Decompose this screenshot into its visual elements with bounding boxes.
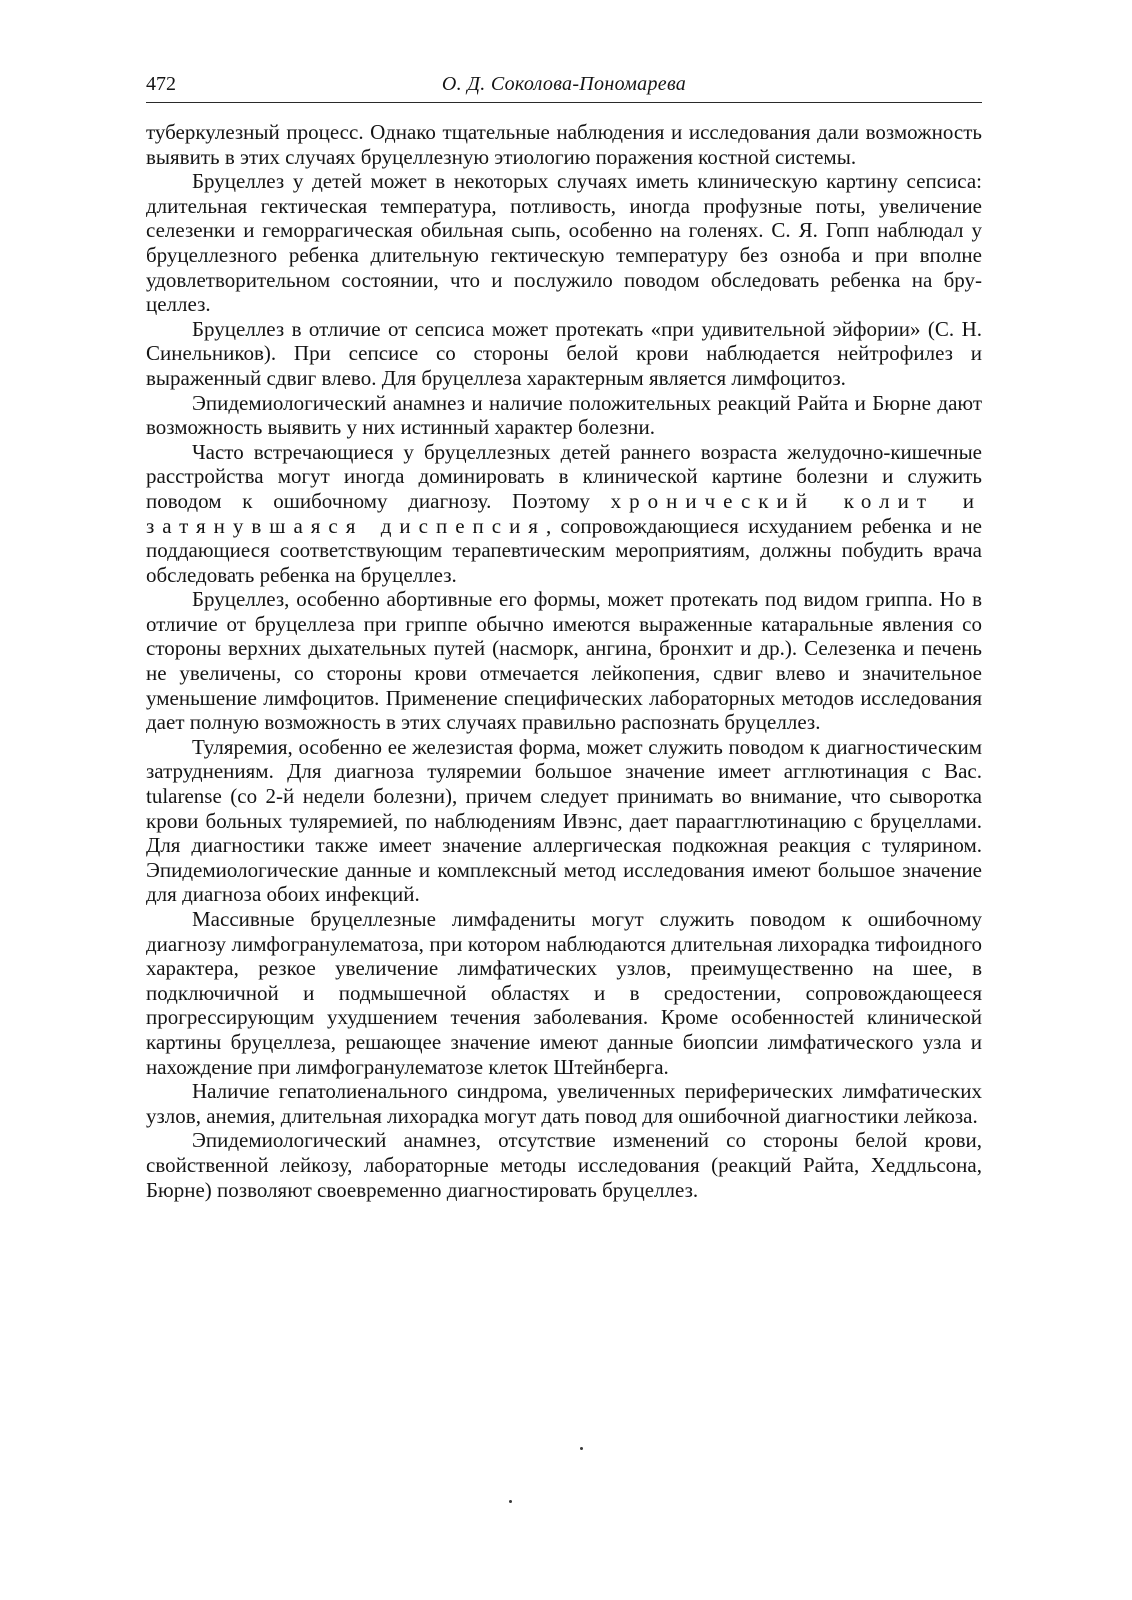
paragraph-conclusion: Эпидемиологический анамнез, отсутствие изменений со стороны белой крови, свойственной лейкозу, лабораторные методы исследования (реакций Райта, Хеддльсона, Бюрне) позволяют своевременно диагностировать бруцеллез. [146,1128,982,1202]
scan-speck [509,1500,512,1503]
paragraph-leukosis: Наличие гепатолиенального синдрома, увеличенных периферических лимфатических узлов, анемия, длительная лихорадка могут дать повод для ошибочной диагностики лейкоза. [146,1079,982,1128]
paragraph-tularemia: Туляремия, особенно ее железистая форма, может служить поводом к диагностическим затруднениям. Для диагноза туляремии большое значение имеет агглютинация с Bac. tularense (со 2-й недели болезни), причем следует принимать во внимание, что сыворотка крови больных туляремией, по наблюдениям Ивэнс, дает параагглютинацию с бруцеллами. Для диагностики также имеет значение аллергическая подкожная реакция с тулярином. Эпидемиологические данные и комплексный метод исследования имеют большое значение для диагноза обоих инфекций. [146,734,982,907]
spaced-emphasis: хронический колит и затянувшаяся диспепсия [146,488,983,538]
paragraph-gastrointestinal-start: Часто встречающиеся у бруцеллезных детей раннего возраста желудочно-кишечные расстройства могут иногда доминировать в клинической картине болезни и служить поводом к ошибочному диагнозу. Поэтому [146,439,982,513]
paragraph-lymphogranulomatosis: Массивные бруцеллезные лимфадениты могут служить поводом к ошибочному диагнозу лимфогранулематоза, при котором наблюдаются длительная лихорадка тифоидного характера, резкое увеличение лимфатических узлов, преимущественно на шее, в подключичной и подмышечной областях и в средостении, сопровождающееся прогрессирующим ухудшением течения заболевания. Кроме особенностей клинической картины бруцеллеза, решающее значение имеют данные биопсии лимфатического узла и нахождение при лимфогранулематозе клеток Штейнберга. [146,907,982,1079]
paragraph-gastrointestinal [146,440,982,588]
scan-speck [580,1447,583,1450]
body-text [146,120,982,1202]
running-head [146,72,982,103]
paragraph-continued: туберкулезный процесс. Однако тщательные наблюдения и исследования дали возможность выявить в этих случаях бруцеллезную этиологию поражения костной системы. [146,120,982,169]
paragraph-euphoria: Бруцеллез в отличие от сепсиса может протекать «при удивительной эйфории» (С. Н. Синельников). При сепсисе со стороны белой крови наблюдается нейтрофилез и выраженный сдвиг влево. Для бруцеллеза характерным является лимфоцитоз. [146,316,982,390]
paragraph-influenza: Бруцеллез, особенно абортивные его формы, может протекать под видом гриппа. Но в отличие от бруцеллеза при гриппе обычно имеются выраженные катаральные явления со стороны верхних дыхательных путей (насморк, ангина, бронхит и др.). Селезенка и печень не увеличены, со стороны крови отмечается лейкопения, сдвиг влево и значительное уменьшение лимфоцитов. Применение специфических лабораторных методов исследования дает полную возможность в этих случаях правильно распознать бруцеллез. [146,587,982,735]
running-head-author: О. Д. Соколова-Пономарева [441,73,687,95]
page-number: 472 [146,73,176,95]
paragraph-gastrointestinal-end: , сопровождающиеся исхуданием ребенка и не поддающиеся соответствующим терапевтическим мероприятиям, должны побудить врача обследовать ребенка на бруцеллез. [146,513,982,587]
paragraph-sepsis-picture: Бруцеллез у детей может в некоторых случаях иметь клиническую картину сепсиса: длительная гектическая температура, потливость, иногда профузные поты, увеличение селезенки и геморрагическая обильная сыпь, особенно на голенях. С. Я. Гопп наблюдал у бруцеллезного ребенка длительную гектическую температуру без озноба и при вполне удовлетворительном состоянии, что и послужило поводом обследовать ребенка на бруцеллез. [146,169,982,317]
paragraph-epidemiology: Эпидемиологический анамнез и наличие положительных реакций Райта и Бюрне дают возможность выявить у них истинный характер болезни. [146,390,982,440]
